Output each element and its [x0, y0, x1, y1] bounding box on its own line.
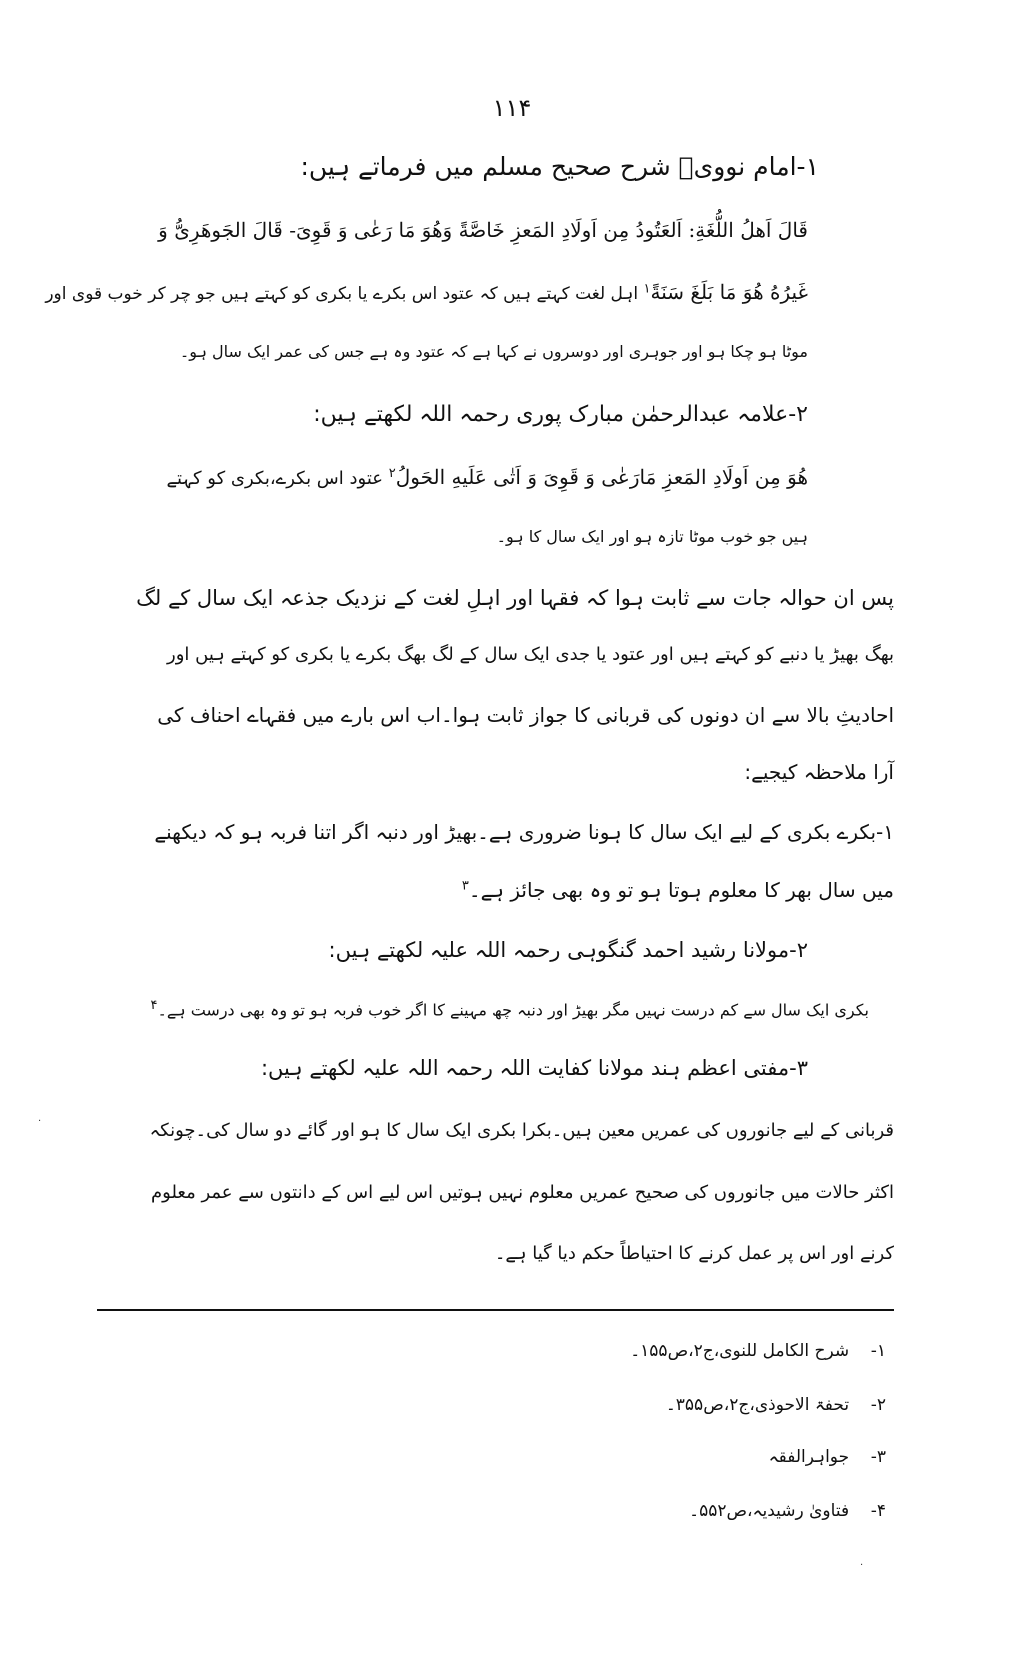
footnote-number: ۳-: [870, 1447, 886, 1467]
hanafi-point-1-line-1: ۱-بکرے بکری کے لیے ایک سال کا ہونا ضروری ہے۔بھیڑ اور دنبہ اگر اتنا فربہ ہو کہ دیکھنے: [154, 820, 894, 844]
kifayat-line-3: کرنے اور اس پر عمل کرنے کا احتیاطاً حکم دیا گیا ہے۔: [494, 1243, 894, 1264]
mubarakpuri-arabic: هُوَ مِن اَولَادِ المَعزِ مَارَعٰی وَ قَوِیَ وَ اَتٰی عَلَیهِ الحَولُ: [395, 465, 808, 489]
footnote-divider: [97, 1309, 894, 1311]
kifayat-line-2: اکثر حالات میں جانوروں کی صحیح عمریں معلوم نہیں ہوتیں اس لیے اس کے دانتوں سے عمر معلوم: [151, 1182, 894, 1203]
scan-speck: ·: [38, 1116, 42, 1127]
nawawi-line-2: [45, 280, 808, 304]
kifayat-line-1: قربانی کے لیے جانوروں کی عمریں معین ہیں۔بکرا بکری ایک سال کا ہو اور گائے دو سال کی۔چونکہ: [149, 1120, 894, 1141]
footnote-ref-3: ۳: [461, 878, 469, 894]
footnote-number: ۲-: [870, 1395, 886, 1415]
mubarakpuri-line-1: [166, 465, 808, 489]
nawawi-heading: ۱-امام نوویؒ شرح صحیح مسلم میں فرماتے ہیں:: [300, 152, 819, 181]
footnote-ref-1: ۱: [643, 281, 651, 297]
nawawi-arabic-line-2: غَیرُهُ هُوَ مَا بَلَغَ سَنَةً: [650, 280, 808, 304]
nawawi-arabic-line-1: قَالَ اَهلُ اللُّغَةِ: اَلعَتُودُ مِن اَولَادِ المَعزِ خَاصَّةً وَهُوَ مَا رَعٰی وَ قَوِیَ- قَالَ الجَوهَرِیُّ وَ: [158, 218, 808, 242]
scan-speck: ·: [860, 1560, 864, 1571]
hanafi-point-1-line-2: میں سال بھر کا معلوم ہوتا ہو تو وہ بھی جائز ہے۔$^۳$: [461, 878, 894, 902]
footnote-text: فتاویٰ رشیدیہ،ص۵۵۲۔: [689, 1501, 850, 1521]
conclusion-line-1: پس ان حوالہ جات سے ثابت ہوا کہ فقہا اور اہلِ لغت کے نزدیک جذعہ ایک سال کے لگ: [136, 586, 894, 610]
nawawi-urdu-line-2: اہل لغت کہتے ہیں کہ عتود اس بکرے یا بکری کو کہتے ہیں جو چر کر خوب قوی اور: [45, 284, 639, 304]
conclusion-line-3: احادیثِ بالا سے ان دونوں کی قربانی کا جواز ثابت ہوا۔اب اس بارے میں فقہاے احناف کی: [157, 703, 894, 727]
page-number: ۱۱۴: [492, 94, 532, 122]
footnote-ref-2: ۲: [388, 466, 396, 481]
conclusion-line-4: آرا ملاحظہ کیجیے:: [744, 760, 894, 784]
mubarakpuri-urdu-line-2: ہیں جو خوب موٹا تازہ ہو اور ایک سال کا ہو۔: [496, 527, 808, 546]
footnote-1: [630, 1340, 886, 1361]
footnote-2: [666, 1394, 886, 1415]
conclusion-line-2: بھگ بھیڑ یا دنبے کو کہتے ہیں اور عتود یا جدی ایک سال کے لگ بھگ بکرے یا بکری کو کہتے ہیں اور: [167, 644, 894, 665]
footnote-number: ۴-: [870, 1501, 886, 1521]
gangohi-heading: ۲-مولانا رشید احمد گنگوہی رحمہ اللہ علیہ لکھتے ہیں:: [328, 938, 808, 962]
gangohi-quote: بکری ایک سال سے کم درست نہیں مگر بھیڑ اور دنبہ چھ مہینے کا اگر خوب فربہ ہو تو وہ بھی درست ہے۔$^۴$: [150, 998, 869, 1020]
mubarakpuri-urdu-line-1: عتود اس بکرے،بکری کو کہتے: [166, 468, 383, 489]
mubarakpuri-heading: ۲-علامہ عبدالرحمٰن مبارک پوری رحمہ اللہ لکھتے ہیں:: [313, 402, 808, 427]
footnote-ref-4: ۴: [150, 998, 158, 1013]
footnote-number: ۱-: [870, 1341, 886, 1361]
footnote-3: [769, 1446, 886, 1467]
footnote-text: تحفۃ الاحوذی،ج۲،ص۳۵۵۔: [665, 1395, 850, 1415]
footnote-text: شرح الکامل للنوی،ج۲،ص۱۵۵۔: [630, 1341, 850, 1361]
footnote-4: [689, 1500, 886, 1521]
footnote-text: جواہرالفقہ: [768, 1447, 850, 1467]
nawawi-urdu-line-3: موٹا ہو چکا ہو اور جوہری اور دوسروں نے کہا ہے کہ عتود وہ ہے جس کی عمر ایک سال ہو۔: [179, 342, 808, 361]
kifayat-heading: ۳-مفتی اعظم ہند مولانا کفایت اللہ رحمہ اللہ علیہ لکھتے ہیں:: [260, 1056, 808, 1080]
